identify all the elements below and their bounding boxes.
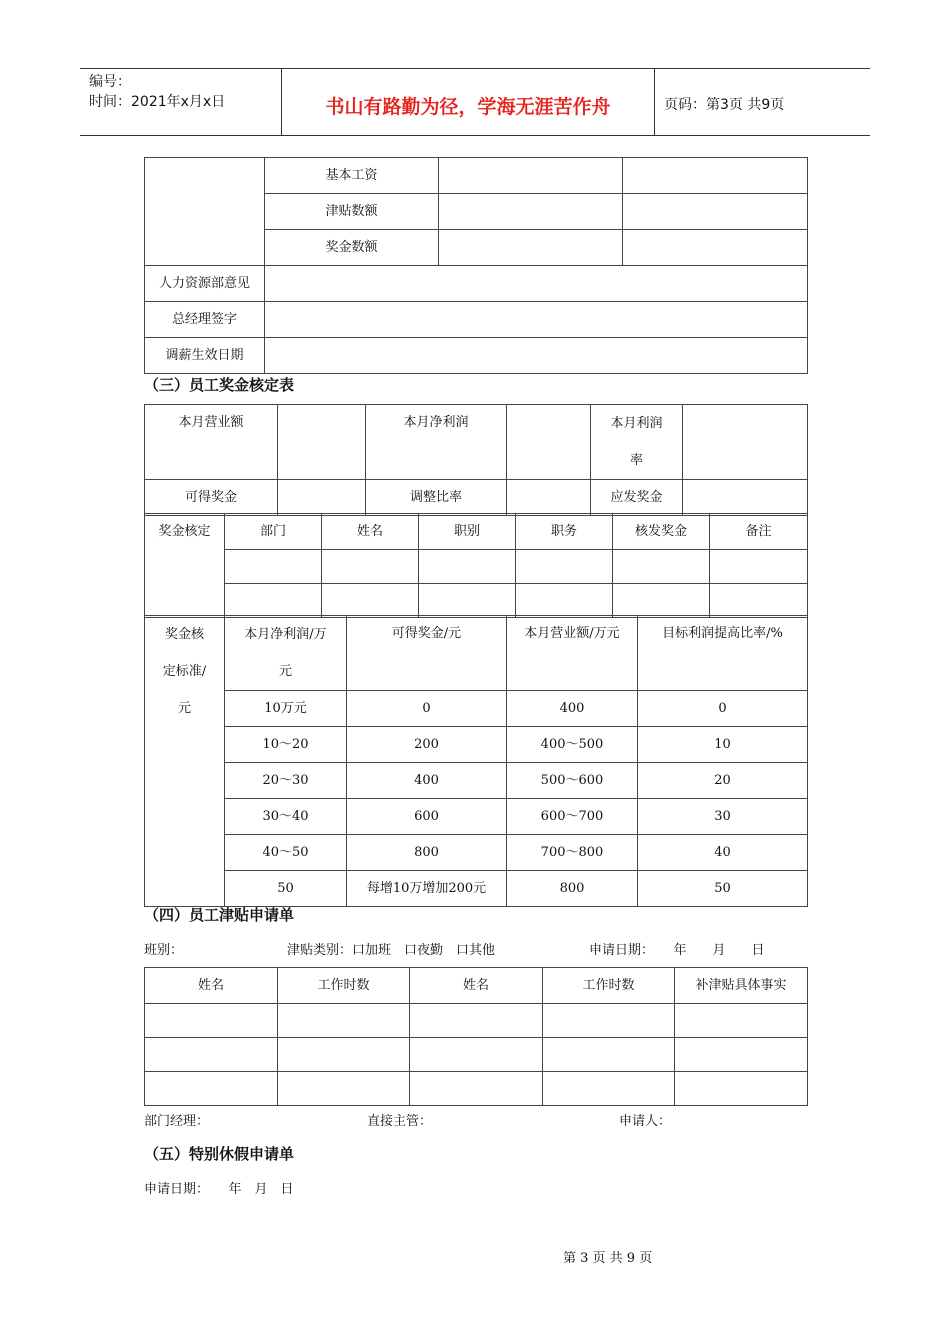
gm-sign-field[interactable] <box>265 302 808 338</box>
bonus-available-label: 可得奖金 <box>145 480 278 516</box>
gm-sign-label: 总经理签字 <box>145 302 265 338</box>
salary-cell[interactable] <box>623 194 808 230</box>
std-cell: 600 <box>347 799 507 835</box>
salary-row-label: 基本工资 <box>265 158 439 194</box>
dept-manager-label: 部门经理： <box>144 1114 210 1129</box>
allowance-type-label: 津贴类别：口加班 口夜勤 口其他 <box>287 943 496 958</box>
std-cell: 10万元 <box>225 691 347 727</box>
allowance-cell[interactable] <box>675 1004 808 1038</box>
std-cell: 800 <box>507 871 638 907</box>
std-cell: 500～600 <box>507 763 638 799</box>
allowance-cell[interactable] <box>410 1072 543 1106</box>
std-cell: 40 <box>638 835 808 871</box>
monthly-profit-rate-label: 本月利润 率 <box>591 405 683 480</box>
bonus-standard-table <box>144 615 808 907</box>
verify-cell[interactable] <box>516 550 613 584</box>
direct-supervisor-label: 直接主管： <box>367 1114 433 1129</box>
col-header: 职别 <box>419 514 516 550</box>
bonus-payable-label: 应发奖金 <box>591 480 683 516</box>
std-header-bonus: 可得奖金/元 <box>347 616 507 691</box>
header-page-label: 页码：第3页 共9页 <box>664 97 785 113</box>
salary-row-label: 津贴数额 <box>265 194 439 230</box>
allowance-cell[interactable] <box>543 1038 675 1072</box>
allowance-cell[interactable] <box>145 1004 278 1038</box>
verify-cell[interactable] <box>419 584 516 618</box>
allowance-cell[interactable] <box>410 1038 543 1072</box>
special-leave-apply-date: 申请日期： 年 月 日 <box>144 1182 294 1197</box>
std-header-net-profit: 本月净利润/万 元 <box>225 616 347 691</box>
section4-title: （四）员工津贴申请单 <box>144 906 295 924</box>
effective-date-label: 调薪生效日期 <box>145 338 265 374</box>
bonus-payable-value[interactable] <box>683 480 808 516</box>
verify-cell[interactable] <box>322 584 419 618</box>
effective-date-field[interactable] <box>265 338 808 374</box>
std-cell: 400 <box>507 691 638 727</box>
verify-cell[interactable] <box>225 550 322 584</box>
allowance-cell[interactable] <box>543 1004 675 1038</box>
salary-cell[interactable] <box>439 194 623 230</box>
bonus-available-value[interactable] <box>278 480 366 516</box>
salary-cell[interactable] <box>439 230 623 266</box>
std-cell: 700～800 <box>507 835 638 871</box>
verify-cell[interactable] <box>419 550 516 584</box>
section3-title: （三）员工奖金核定表 <box>144 376 295 394</box>
verify-cell[interactable] <box>516 584 613 618</box>
bonus-summary-table <box>144 404 808 516</box>
allowance-cell[interactable] <box>675 1072 808 1106</box>
apply-date-label: 申请日期： 年 月 日 <box>589 943 765 958</box>
shift-label: 班别： <box>144 943 184 958</box>
bonus-verify-table <box>144 513 808 618</box>
col-header: 工作时数 <box>543 968 675 1004</box>
col-header: 工作时数 <box>278 968 410 1004</box>
verify-cell[interactable] <box>613 584 710 618</box>
salary-row-label: 奖金数额 <box>265 230 439 266</box>
verify-cell[interactable] <box>613 550 710 584</box>
header-divider <box>654 68 655 135</box>
std-cell: 400～500 <box>507 727 638 763</box>
col-header: 姓名 <box>322 514 419 550</box>
std-cell: 50 <box>638 871 808 907</box>
bonus-verify-label: 奖金核定 <box>145 514 225 618</box>
std-cell: 40～50 <box>225 835 347 871</box>
hr-opinion-label: 人力资源部意见 <box>145 266 265 302</box>
monthly-revenue-value[interactable] <box>278 405 366 480</box>
std-cell: 30 <box>638 799 808 835</box>
allowance-cell[interactable] <box>410 1004 543 1038</box>
std-cell: 0 <box>347 691 507 727</box>
col-header: 备注 <box>710 514 808 550</box>
allowance-cell[interactable] <box>278 1038 410 1072</box>
salary-cell[interactable] <box>623 230 808 266</box>
salary-cell[interactable] <box>623 158 808 194</box>
std-cell: 20～30 <box>225 763 347 799</box>
monthly-net-profit-label: 本月净利润 <box>366 405 507 480</box>
allowance-cell[interactable] <box>145 1072 278 1106</box>
allowance-cell[interactable] <box>278 1072 410 1106</box>
section5-title: （五）特别休假申请单 <box>144 1145 295 1163</box>
header-motto: 书山有路勤为径，学海无涯苦作舟 <box>325 96 611 118</box>
std-cell: 200 <box>347 727 507 763</box>
std-cell: 800 <box>347 835 507 871</box>
std-cell: 20 <box>638 763 808 799</box>
monthly-net-profit-value[interactable] <box>507 405 591 480</box>
header-top-rule <box>80 68 870 69</box>
monthly-profit-rate-value[interactable] <box>683 405 808 480</box>
verify-cell[interactable] <box>225 584 322 618</box>
col-header: 姓名 <box>410 968 543 1004</box>
col-header: 职务 <box>516 514 613 550</box>
allowance-cell[interactable] <box>675 1038 808 1072</box>
salary-cell[interactable] <box>439 158 623 194</box>
std-cell: 30～40 <box>225 799 347 835</box>
col-header: 核发奖金 <box>613 514 710 550</box>
allowance-cell[interactable] <box>543 1072 675 1106</box>
std-cell: 每增10万增加200元 <box>347 871 507 907</box>
allowance-cell[interactable] <box>145 1038 278 1072</box>
applicant-label: 申请人： <box>619 1114 672 1129</box>
salary-blank-cell <box>145 158 265 266</box>
adjust-ratio-value[interactable] <box>507 480 591 516</box>
col-header: 姓名 <box>145 968 278 1004</box>
std-cell: 400 <box>347 763 507 799</box>
col-header: 补津贴具体事实 <box>675 968 808 1004</box>
allowance-table <box>144 967 808 1106</box>
standard-label: 奖金核 定标准/ 元 <box>145 616 225 907</box>
std-cell: 50 <box>225 871 347 907</box>
std-cell: 600～700 <box>507 799 638 835</box>
header-time: 时间：2021年x月x日 <box>89 94 226 110</box>
verify-cell[interactable] <box>710 584 808 618</box>
verify-cell[interactable] <box>710 550 808 584</box>
adjust-ratio-label: 调整比率 <box>366 480 507 516</box>
std-header-revenue: 本月营业额/万元 <box>507 616 638 691</box>
allowance-cell[interactable] <box>278 1004 410 1038</box>
verify-cell[interactable] <box>322 550 419 584</box>
std-cell: 10 <box>638 727 808 763</box>
monthly-revenue-label: 本月营业额 <box>145 405 278 480</box>
std-cell: 10～20 <box>225 727 347 763</box>
col-header: 部门 <box>225 514 322 550</box>
hr-opinion-field[interactable] <box>265 266 808 302</box>
salary-table <box>144 157 808 374</box>
header-bottom-rule <box>80 135 870 136</box>
std-cell: 0 <box>638 691 808 727</box>
header-number: 编号： <box>89 74 131 90</box>
footer-page: 第 3 页 共 9 页 <box>563 1251 653 1266</box>
std-header-target: 目标利润提高比率/% <box>638 616 808 691</box>
